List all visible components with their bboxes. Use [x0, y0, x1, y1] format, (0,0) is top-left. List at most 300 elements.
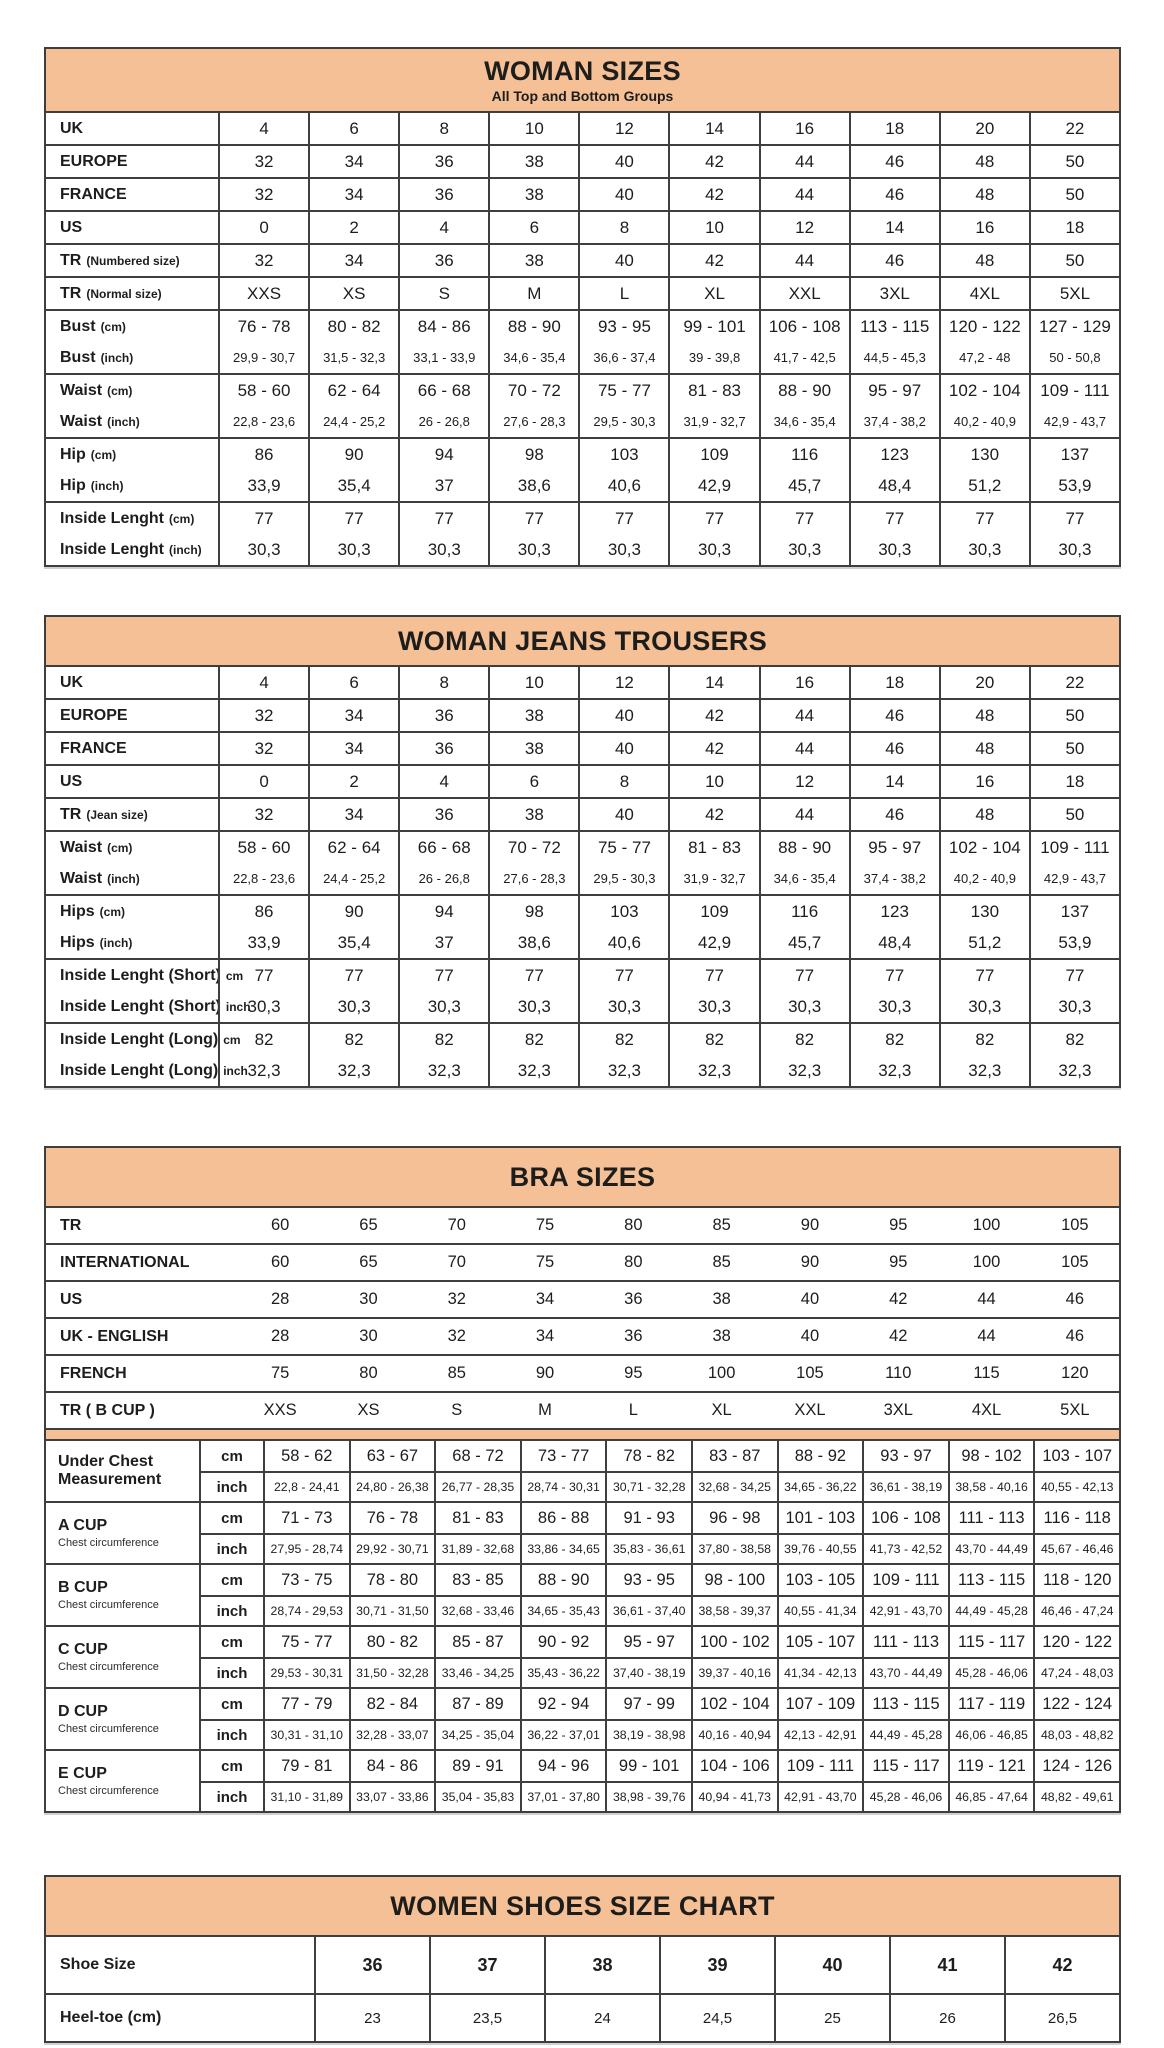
table-cell: 40	[774, 1937, 889, 1993]
table-cell: 38,98 - 39,76	[605, 1783, 691, 1811]
row-label-text: Inside Lenght (Long)	[60, 1061, 219, 1079]
unit-label: inch	[216, 1478, 248, 1496]
table-cell: 88 - 90	[520, 1565, 606, 1595]
table-cell: 123	[849, 439, 939, 470]
table-cell: 70 - 72	[488, 375, 578, 406]
table-cell: 82	[1029, 1024, 1119, 1055]
table-cell: 77	[578, 960, 668, 991]
row-label-note: (inch)	[107, 414, 140, 429]
cup-measurement-grid	[46, 1441, 1119, 1811]
table-cell: 71 - 73	[263, 1503, 349, 1533]
table-cell: 75	[535, 1253, 555, 1271]
table-cell: 28,74 - 30,31	[520, 1473, 606, 1501]
table-cell: 39,76 - 40,55	[777, 1535, 863, 1563]
row-group	[46, 698, 1119, 731]
table-cell: 40,55 - 42,13	[1033, 1473, 1119, 1501]
table-cell: 37,01 - 37,80	[520, 1783, 606, 1811]
table-cell: 103 - 107	[1033, 1441, 1119, 1471]
table-cell: 41	[889, 1937, 1004, 1993]
table-cell: 8	[398, 667, 488, 698]
table-cell: 44	[759, 179, 849, 210]
row-label-note: cm	[223, 1032, 241, 1047]
table-cell: 38	[544, 1937, 659, 1993]
size-tables-container	[44, 47, 1121, 2043]
row-label-note: Chest circumference	[58, 1598, 159, 1611]
row-label	[46, 278, 218, 309]
row-label-text: Hip	[60, 476, 86, 494]
table-cell: 37	[429, 1937, 544, 1993]
table-row	[46, 927, 1119, 958]
table-cell: 39,37 - 40,16	[691, 1659, 777, 1687]
table-cell: S	[451, 1401, 463, 1419]
table-cell: 31,9 - 32,7	[668, 863, 758, 894]
table-cell: 36,22 - 37,01	[520, 1721, 606, 1749]
table-cell: 127 - 129	[1029, 311, 1119, 342]
table-cell: 77	[578, 503, 668, 534]
table-cell: 33,86 - 34,65	[520, 1535, 606, 1563]
table-cell: 47,24 - 48,03	[1033, 1659, 1119, 1687]
table-cell: 29,92 - 30,71	[349, 1535, 435, 1563]
table-cell: 88 - 92	[777, 1441, 863, 1471]
table-cell: 40,16 - 40,94	[691, 1721, 777, 1749]
table-cell: 32	[218, 146, 308, 177]
row-label-note: (inch)	[169, 542, 202, 557]
table-cell: 92 - 94	[520, 1689, 606, 1719]
table-cell: 38	[488, 733, 578, 764]
table-cell: 75 - 77	[578, 832, 668, 863]
table-cell: 42,91 - 43,70	[777, 1783, 863, 1811]
table-cell: 95	[889, 1216, 908, 1234]
row-label-note: (cm)	[107, 383, 133, 398]
table-cell: 88 - 90	[759, 375, 849, 406]
table-cell: 0	[218, 766, 308, 797]
row-label-text: TR	[60, 805, 82, 823]
table-cell: 36	[314, 1937, 429, 1993]
table-cell: L	[578, 278, 668, 309]
table-cell: 46	[849, 245, 939, 276]
table-cell: 137	[1029, 896, 1119, 927]
table-cell: 30,3	[759, 534, 849, 565]
row-label-note: (inch)	[99, 935, 133, 950]
table-cell: 116 - 118	[1033, 1503, 1119, 1533]
table-cell: 33,46 - 34,25	[434, 1659, 520, 1687]
table-cell: 6	[308, 113, 398, 144]
table-cell: 37,4 - 38,2	[849, 863, 939, 894]
table-cell: XXL	[759, 278, 849, 309]
table-cell: 36	[398, 799, 488, 830]
table-title: WOMEN SHOES SIZE CHART	[390, 1890, 775, 1921]
table-cell: 30,3	[488, 534, 578, 565]
table-cell: 109	[668, 896, 758, 927]
table-cell: 107 - 109	[777, 1689, 863, 1719]
table-cell: 36	[624, 1327, 643, 1345]
row-label	[46, 439, 218, 470]
row-label-text: D CUP	[58, 1703, 108, 1721]
row-label	[46, 503, 218, 534]
table-cell: 113 - 115	[849, 311, 939, 342]
table-cell: 38,58 - 39,37	[691, 1597, 777, 1625]
table-cell: 24	[544, 1995, 659, 2041]
table-cell: 85	[712, 1253, 731, 1271]
table-cell: 48	[939, 700, 1029, 731]
table-cell: 36,6 - 37,4	[578, 342, 668, 373]
table-cell: 77	[759, 960, 849, 991]
table-cell: 82	[759, 1024, 849, 1055]
table-cell: 94	[398, 439, 488, 470]
table-header-band	[46, 49, 1119, 113]
table-cell: 32,68 - 33,46	[434, 1597, 520, 1625]
table-row	[201, 1533, 1119, 1563]
table-cell: 2	[308, 212, 398, 243]
rows-section	[46, 667, 1119, 1086]
table-cell: 43,70 - 44,49	[948, 1535, 1034, 1563]
table-cell: 51,2	[939, 470, 1029, 501]
table-cell: 42,13 - 42,91	[777, 1721, 863, 1749]
row-label	[46, 1503, 201, 1563]
table-cell: 40,2 - 40,9	[939, 406, 1029, 437]
table-cell: 130	[939, 896, 1029, 927]
table-row	[46, 667, 1119, 698]
table-cell: 93 - 95	[578, 311, 668, 342]
row-label	[46, 1689, 201, 1749]
table-cell: 58 - 60	[218, 375, 308, 406]
table-cell: 130	[939, 439, 1029, 470]
table-cell: 35,4	[308, 927, 398, 958]
table-cell: 33,9	[218, 927, 308, 958]
row-label-text: Shoe Size	[60, 1956, 136, 1973]
table-row	[46, 311, 1119, 342]
table-row	[46, 1995, 1119, 2041]
table-cell: 105	[796, 1364, 824, 1382]
table-cell: 44	[759, 245, 849, 276]
table-cell: 58 - 62	[263, 1441, 349, 1471]
table-cell: 80 - 82	[308, 311, 398, 342]
table-cell: 80	[624, 1253, 643, 1271]
row-group	[46, 373, 1119, 437]
table-cell: 77	[849, 503, 939, 534]
table-row	[46, 799, 1119, 830]
table-cell: 96 - 98	[691, 1503, 777, 1533]
row-label	[46, 700, 218, 731]
table-cell: 30,3	[218, 991, 308, 1022]
row-label	[46, 766, 218, 797]
table-cell: 68 - 72	[434, 1441, 520, 1471]
table-cell: 80 - 82	[349, 1627, 435, 1657]
row-group	[46, 1993, 1119, 2041]
table-cell: 48	[939, 799, 1029, 830]
table-cell: 42	[1004, 1937, 1119, 1993]
table-cell: 14	[849, 766, 939, 797]
table-cell: 32,68 - 34,25	[691, 1473, 777, 1501]
unit-label: inch	[216, 1602, 248, 1620]
table-row	[46, 1245, 1119, 1280]
table-cell: 88 - 90	[488, 311, 578, 342]
table-cell: 103	[578, 439, 668, 470]
table-cell: 77	[308, 960, 398, 991]
table-title: BRA SIZES	[509, 1161, 656, 1192]
table-cell: XS	[308, 278, 398, 309]
row-group	[46, 1280, 1119, 1317]
table-cell: 82	[668, 1024, 758, 1055]
table-cell: 32	[218, 799, 308, 830]
table-cell: 30,3	[849, 534, 939, 565]
table-row	[46, 1356, 1119, 1391]
table-cell: 86	[218, 439, 308, 470]
table-cell: 44,49 - 45,28	[862, 1721, 948, 1749]
table-cell: 73 - 77	[520, 1441, 606, 1471]
table-cell: 32	[447, 1290, 466, 1308]
table-cell: 90	[800, 1253, 820, 1271]
table-cell: 116	[759, 896, 849, 927]
row-group	[46, 437, 1119, 501]
table-cell: 94	[398, 896, 488, 927]
table-cell: 31,9 - 32,7	[668, 406, 758, 437]
row-label-text: TR	[60, 284, 82, 302]
row-label	[46, 1024, 241, 1055]
table-row	[201, 1565, 1119, 1595]
table-cell: 44	[759, 799, 849, 830]
table-cell: 42	[889, 1290, 908, 1308]
table-cell: 18	[1029, 212, 1119, 243]
table-cell: 75	[270, 1364, 290, 1382]
table-cell: 98 - 102	[948, 1441, 1034, 1471]
table-cell: 50 - 50,8	[1029, 342, 1119, 373]
table-cell: 106 - 108	[759, 311, 849, 342]
table-cell: 75 - 77	[263, 1627, 349, 1657]
table-cell: 20	[939, 113, 1029, 144]
table-cell: 4	[398, 212, 488, 243]
row-group	[46, 1317, 1119, 1354]
table-cell: 3XL	[849, 278, 939, 309]
table-row	[46, 1937, 1119, 1993]
table-cell: 12	[578, 667, 668, 698]
table-cell: 77	[488, 960, 578, 991]
table-cell: 10	[488, 667, 578, 698]
row-label-text: Hip	[60, 445, 86, 463]
table-cell: 27,95 - 28,74	[263, 1535, 349, 1563]
table-woman-jeans	[44, 615, 1121, 1088]
table-row	[46, 1208, 1119, 1243]
row-label-note: (Jean size)	[86, 807, 148, 822]
table-row	[46, 1393, 1119, 1428]
row-label-text: FRANCE	[60, 185, 127, 203]
row-label	[46, 113, 218, 144]
table-cell: 4XL	[939, 278, 1029, 309]
row-label-text: Inside Lenght (Short)	[60, 966, 221, 984]
row-label-text: Under Chest Measurement	[58, 1453, 162, 1488]
table-cell: 46	[849, 179, 939, 210]
table-cell: 27,6 - 28,3	[488, 863, 578, 894]
table-cell: 87 - 89	[434, 1689, 520, 1719]
table-row	[46, 863, 1119, 894]
table-cell: 50	[1029, 179, 1119, 210]
table-cell: 24,4 - 25,2	[308, 406, 398, 437]
row-label-text: Inside Lenght (Short)	[60, 997, 221, 1015]
table-cell: 81 - 83	[434, 1503, 520, 1533]
table-woman-sizes	[44, 47, 1121, 567]
table-cell: 60	[270, 1253, 290, 1271]
table-cell: 95 - 97	[605, 1627, 691, 1657]
table-cell: S	[398, 278, 488, 309]
unit-label: inch	[216, 1788, 248, 1806]
row-label	[46, 960, 244, 991]
row-group	[46, 797, 1119, 830]
row-group	[46, 1022, 1119, 1086]
table-row	[46, 179, 1119, 210]
table-row	[46, 1055, 1119, 1086]
table-cell: 95 - 97	[849, 375, 939, 406]
row-label-text: INTERNATIONAL	[60, 1253, 190, 1271]
table-row	[201, 1689, 1119, 1719]
row-label	[46, 832, 218, 863]
table-cell: 115	[973, 1364, 1000, 1382]
table-cell: XXS	[263, 1401, 297, 1419]
table-cell: 41,73 - 42,52	[862, 1535, 948, 1563]
table-cell: 2	[308, 766, 398, 797]
table-cell: 115 - 117	[862, 1751, 948, 1781]
row-label-note: Chest circumference	[58, 1536, 159, 1549]
table-cell: 102 - 104	[939, 832, 1029, 863]
table-cell: 4	[218, 113, 308, 144]
table-cell: 20	[939, 667, 1029, 698]
table-row	[46, 439, 1119, 470]
table-row	[46, 1282, 1119, 1317]
row-label-text: Waist	[60, 838, 103, 856]
table-cell: 36,61 - 37,40	[605, 1597, 691, 1625]
row-label-text: TR ( B CUP )	[60, 1401, 155, 1419]
table-cell: 32,3	[308, 1055, 398, 1086]
table-cell: 32,3	[218, 1055, 308, 1086]
measure-group	[46, 1441, 1119, 1501]
table-row	[201, 1657, 1119, 1687]
table-cell: 8	[398, 113, 488, 144]
row-label-text: A CUP	[58, 1517, 108, 1535]
table-cell: 10	[668, 766, 758, 797]
table-cell: 117 - 119	[948, 1689, 1034, 1719]
table-cell: 90	[800, 1216, 820, 1234]
table-row	[46, 766, 1119, 797]
row-label	[46, 342, 218, 373]
table-cell: 48	[939, 733, 1029, 764]
row-label-text: Waist	[60, 869, 103, 887]
table-cell: 32,3	[578, 1055, 668, 1086]
table-cell: 30,3	[398, 991, 488, 1022]
table-cell: 90	[308, 439, 398, 470]
table-cell: 30,3	[218, 534, 308, 565]
table-cell: 10	[668, 212, 758, 243]
row-label	[46, 896, 218, 927]
table-cell: 62 - 64	[308, 375, 398, 406]
table-cell: 95	[889, 1253, 908, 1271]
row-group	[46, 764, 1119, 797]
table-row	[46, 470, 1119, 501]
row-label-text: TR	[60, 1216, 82, 1234]
row-label-text: Hips	[60, 902, 95, 920]
table-cell: 36	[398, 700, 488, 731]
table-cell: 100 - 102	[691, 1627, 777, 1657]
table-cell: 109 - 111	[777, 1751, 863, 1781]
table-cell: 38	[488, 179, 578, 210]
row-label-text: Inside Lenght (Long)	[60, 1030, 219, 1048]
table-cell: 30,71 - 31,50	[349, 1597, 435, 1625]
row-label	[46, 991, 251, 1022]
row-label-text: Bust	[60, 348, 96, 366]
table-cell: XL	[668, 278, 758, 309]
table-cell: XXL	[794, 1401, 826, 1419]
table-row	[201, 1751, 1119, 1781]
table-cell: 26 - 26,8	[398, 406, 488, 437]
row-label-note: (cm)	[107, 840, 133, 855]
table-cell: 48,4	[849, 470, 939, 501]
table-cell: 80	[359, 1364, 378, 1382]
row-group	[46, 830, 1119, 894]
table-cell: 46	[849, 799, 939, 830]
table-cell: 22,8 - 24,41	[263, 1473, 349, 1501]
table-row	[46, 342, 1119, 373]
row-label-text: EUROPE	[60, 706, 128, 724]
table-cell: 29,5 - 30,3	[578, 863, 668, 894]
table-cell: 48	[939, 179, 1029, 210]
row-label-text: E CUP	[58, 1765, 107, 1783]
row-label	[46, 1245, 236, 1280]
table-row	[201, 1441, 1119, 1471]
row-group	[46, 309, 1119, 373]
table-cell: 98	[488, 896, 578, 927]
table-cell: 44	[759, 733, 849, 764]
table-cell: 82	[398, 1024, 488, 1055]
table-cell: 77	[218, 960, 308, 991]
row-group	[46, 501, 1119, 565]
table-cell: 40,6	[578, 927, 668, 958]
table-cell: 45,7	[759, 927, 849, 958]
row-label-text: Inside Lenght	[60, 540, 164, 558]
measure-group	[46, 1749, 1119, 1811]
table-cell: L	[628, 1401, 638, 1419]
table-cell: 48	[939, 146, 1029, 177]
table-cell: 90	[535, 1364, 555, 1382]
table-cell: 77	[398, 960, 488, 991]
table-cell: 42,9 - 43,7	[1029, 406, 1119, 437]
table-cell: 77	[939, 503, 1029, 534]
table-cell: XXS	[218, 278, 308, 309]
table-cell: M	[538, 1401, 552, 1419]
table-cell: 73 - 75	[263, 1565, 349, 1595]
table-row	[46, 212, 1119, 243]
table-cell: 78 - 80	[349, 1565, 435, 1595]
table-cell: 24,4 - 25,2	[308, 863, 398, 894]
table-cell: 22,8 - 23,6	[218, 863, 308, 894]
table-cell: 3XL	[883, 1401, 913, 1419]
table-row	[46, 832, 1119, 863]
table-cell: 82	[849, 1024, 939, 1055]
table-cell: 16	[939, 766, 1029, 797]
table-cell: 37	[398, 927, 488, 958]
row-label-note: Chest circumference	[58, 1784, 159, 1797]
measure-rows	[201, 1503, 1119, 1563]
table-cell: 42	[668, 733, 758, 764]
table-cell: 106 - 108	[862, 1503, 948, 1533]
row-label	[46, 799, 218, 830]
table-cell: 77	[398, 503, 488, 534]
table-cell: 39 - 39,8	[668, 342, 758, 373]
row-label-note: (Normal size)	[86, 286, 162, 301]
table-cell: 53,9	[1029, 470, 1119, 501]
table-cell: 98	[488, 439, 578, 470]
row-label-note: inch	[223, 1063, 248, 1078]
table-cell: 109 - 111	[862, 1565, 948, 1595]
table-cell: 104 - 106	[691, 1751, 777, 1781]
measure-rows	[201, 1441, 1119, 1501]
